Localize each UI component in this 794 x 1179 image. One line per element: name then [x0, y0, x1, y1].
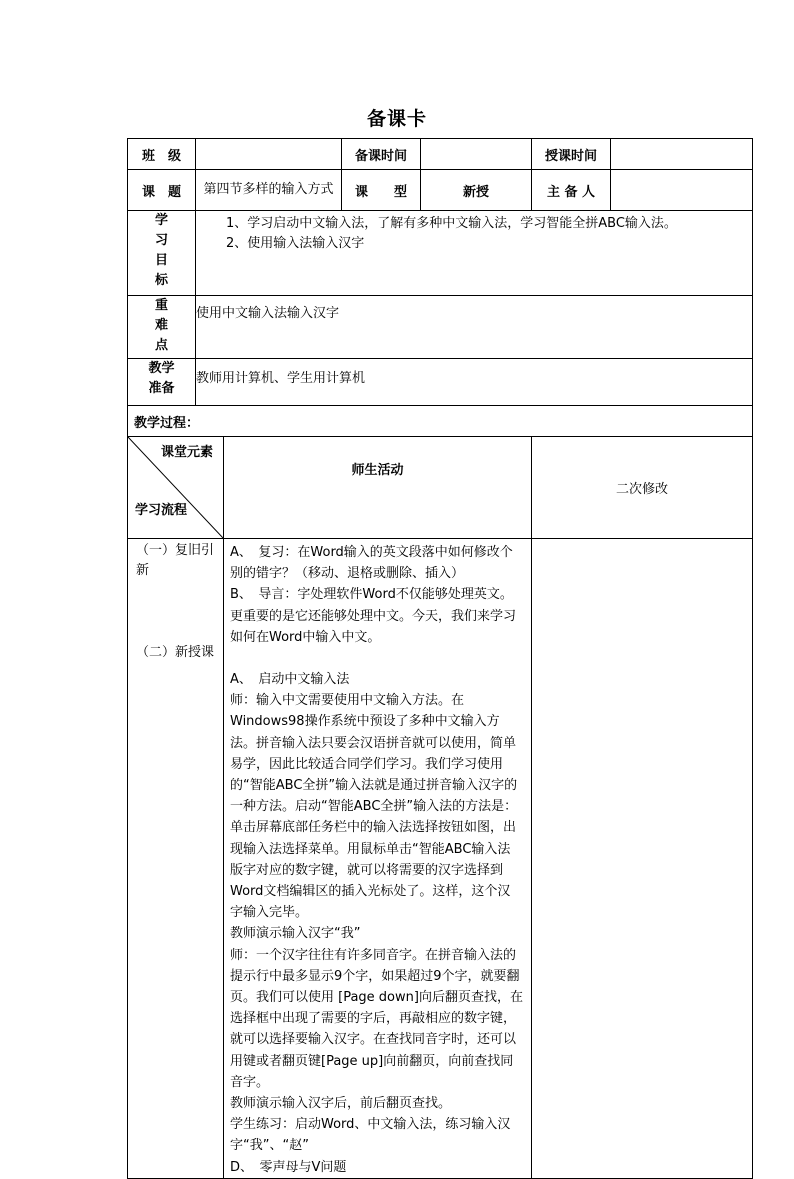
flow-column — [128, 539, 224, 1179]
body-para: A、 启动中文输入法 — [230, 672, 350, 688]
flow-step-review: （一）复旧引新 — [136, 543, 215, 578]
preparer-label: 主 备 人 — [532, 170, 611, 211]
preparer-value — [611, 170, 753, 211]
row-content — [128, 539, 753, 1179]
type-label: 课 型 — [342, 170, 421, 211]
goal-item: 2、使用输入法输入汉字 — [226, 236, 365, 251]
body-para: 教师演示输入汉字“我” — [230, 926, 361, 942]
body-para: B、 导言：字处理软件Word不仅能够处理英文。更重要的是它还能够处理中文。今天，我们来学习如何在Word中输入中文。 — [230, 587, 517, 645]
key-points-label: 重 难 点 — [128, 296, 196, 359]
flow-step-new: （二）新授课 — [136, 645, 215, 660]
row-header — [128, 437, 753, 539]
prep-text: 教师用计算机、学生用计算机 — [196, 359, 753, 406]
prep-time-value — [421, 139, 532, 170]
goals-label: 学 习 目 标 — [128, 211, 196, 296]
goal-item: 1、学习启动中文输入法，了解有多种中文输入法，学习智能全拼ABC输入法。 — [226, 216, 677, 231]
body-para: 教师演示输入汉字后，前后翻页查找。 — [230, 1096, 452, 1112]
class-value — [196, 139, 342, 170]
lesson-plan-table — [127, 138, 753, 1179]
body-gap — [230, 648, 523, 669]
topic-label: 课 题 — [128, 170, 196, 211]
goals-text — [196, 211, 753, 296]
teach-time-value — [611, 139, 753, 170]
body-para: 师：一个汉字往往有许多同音字。在拼音输入法的提示行中最多显示9个字，如果超过9个字，就要翻页。我们可以使用 [Page down]向后翻页查找，在选择框中出现了需要的字后，再敲相应的数字键，就可以选择要输入汉字。在查找同音字时，还可以用键或者翻页键[Page up]向前翻页，向前查找同音字。 — [230, 947, 523, 1090]
diagonal-header — [128, 437, 224, 539]
body-para: D、 零声母与V问题 — [230, 1159, 347, 1175]
row-class — [128, 139, 753, 170]
row-prep — [128, 359, 753, 406]
diag-top-label: 课堂元素 — [160, 445, 213, 460]
prep-label: 教学 准备 — [128, 359, 196, 406]
process-label: 教学过程： — [128, 406, 753, 437]
revision-column — [532, 539, 753, 1179]
row-process — [128, 406, 753, 437]
page-title: 备课卡 — [366, 108, 427, 130]
topic-value: 第四节多样的输入方式 — [196, 170, 342, 211]
row-topic — [128, 170, 753, 211]
revision-header: 二次修改 — [532, 437, 753, 539]
key-points-text: 使用中文输入法输入汉字 — [196, 296, 753, 359]
activity-body — [224, 539, 532, 1179]
prep-time-label: 备课时间 — [342, 139, 421, 170]
body-para: 师：输入中文需要使用中文输入方法。在Windows98操作系统中预设了多种中文输入方法。拼音输入法只要会汉语拼音就可以使用，简单易学，因此比较适合同学们学习。我们学习使用的“智能ABC全拼”输入法就是通过拼音输入汉字的一种方法。启动“智能ABC全拼”输入法的方法是：单击屏幕底部任务栏中的输入法选择按钮如图，出现输入法选择菜单。用鼠标单击“智能ABC输入法版字对应的数字键，就可以将需要的汉字选择到Word文档编辑区的插入光标处了。这样，这个汉字输入完毕。 — [230, 693, 518, 921]
teach-time-label: 授课时间 — [532, 139, 611, 170]
diag-bottom-label: 学习流程 — [135, 503, 188, 518]
type-value: 新授 — [421, 170, 532, 211]
activity-header: 师生活动 — [224, 437, 532, 539]
class-label: 班 级 — [128, 139, 196, 170]
row-goals — [128, 211, 753, 296]
row-key-points — [128, 296, 753, 359]
body-para: 学生练习：启动Word、中文输入法，练习输入汉字“我”、“赵” — [230, 1117, 511, 1154]
body-para: A、 复习：在Word输入的英文段落中如何修改个别的错字？（移动、退格或删除、插入） — [230, 545, 513, 582]
